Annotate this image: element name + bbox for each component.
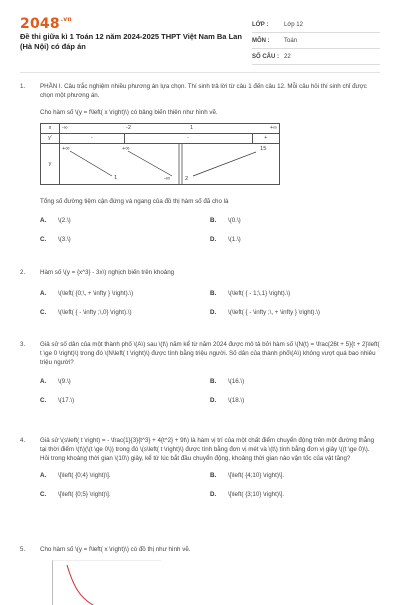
meta-value: 22 xyxy=(284,53,291,60)
question-3 xyxy=(20,340,380,405)
question-text: Giả sử số dân của một thành phố \(A\) sau \(t\) năm kể từ năm 2024 được mô tả bởi hàm số \(N(t) = \frac{26t + 5}{t + 2}\left( t \ge 0 \right)\) trong đó \(N\left( t \right)\) được tính bằng triệu người. Số dân của thành phố\(A\) không vượt quá bao nhiêu triệu người? xyxy=(40,341,380,366)
x-value: +∞ xyxy=(252,124,280,134)
question-number: 5. xyxy=(20,546,26,553)
question-text: Hàm số \(y = {x^3} - 3x\) nghịch biến trên khoảng xyxy=(40,269,175,276)
y-value: 1 xyxy=(114,175,118,181)
meta-key: MÔN : xyxy=(252,37,270,44)
logo-text: 2048 xyxy=(20,16,60,32)
option-d[interactable]: D. \(18.\) xyxy=(210,397,245,404)
meta-key: LỚP : xyxy=(252,21,269,28)
options-grid xyxy=(40,471,380,499)
y-value: 15 xyxy=(260,146,267,152)
option-c[interactable]: C. \[\left( {0;5} \right)\]. xyxy=(40,491,111,498)
option-d[interactable]: D. \[\left( {3;10} \right)\]. xyxy=(210,491,285,498)
option-a[interactable]: A. \(9.\) xyxy=(40,378,71,385)
question-prompt: Tổng số đường tiệm cận đứng và ngang của đồ thị hàm số đã cho là xyxy=(40,198,229,205)
meta-panel xyxy=(252,17,380,65)
y-value: +∞ xyxy=(62,146,70,152)
option-b[interactable]: B. \[\left( {4;10} \right)\]. xyxy=(210,472,285,479)
question-1 xyxy=(20,82,380,244)
yprime-label: y' xyxy=(41,134,60,144)
x-value: -∞ xyxy=(60,124,125,134)
y-label: y xyxy=(41,144,60,185)
y-value: -∞ xyxy=(164,176,171,182)
document-title: Đề thi giữa kì 1 Toán 12 năm 2024-2025 THPT Việt Nam Ba Lan (Hà Nội) có đáp án xyxy=(20,32,242,51)
variation-area xyxy=(60,144,280,185)
option-b[interactable]: B. \(16.\) xyxy=(210,378,245,385)
sign-cell: - xyxy=(124,134,252,144)
variation-arrows xyxy=(60,144,286,184)
y-value: 2 xyxy=(185,176,189,182)
arrow-down-1 xyxy=(70,151,112,176)
sign-cell: + xyxy=(252,134,280,144)
meta-value: Lớp 12 xyxy=(284,21,303,28)
question-number: 2. xyxy=(20,269,26,276)
sign-cell: - xyxy=(60,134,125,144)
meta-row-count xyxy=(252,49,380,65)
x-value: -2 xyxy=(124,124,188,134)
question-number: 1. xyxy=(20,83,26,90)
question-5 xyxy=(20,545,380,554)
option-c[interactable]: C. \(3.\) xyxy=(40,236,71,243)
meta-value: Toán xyxy=(284,37,298,44)
x-label: x xyxy=(41,124,60,134)
options-grid xyxy=(40,289,380,317)
question-text: Cho hàm số \(y = f\left( x \right)\) có bảng biến thiên như hình vẽ. xyxy=(40,109,218,116)
option-b[interactable]: B. \(\left( { - 1;\,1} \right).\) xyxy=(210,290,291,297)
logo-suffix: .vn xyxy=(60,16,72,23)
site-logo[interactable] xyxy=(20,16,72,32)
meta-row-subject xyxy=(252,33,380,49)
question-number: 4. xyxy=(20,437,26,444)
question-text: Cho hàm số \(y = f\left( x \right)\) có đồ thị như hình vẽ. xyxy=(40,546,191,553)
question-text: Giả sử \(s\left( t \right) = - \frac{1}{3}{t^3} + 4{t^2} + 9t\) là hàm vị trí của một chất điểm chuyển động trên một đường thẳng tại thời điểm \(t\)(\(t \ge 0\)) trong đó \(s\left( t \right)\) được tính bằng đơn vị mét và \(t\) tính bằng đơn vị giây \((t \ge 0)\). Hỏi trong khoảng thời gian \(10\) giây, kể từ lúc bắt đầu chuyển động, khoảng thời gian nào vận tốc của vật tăng? xyxy=(40,437,375,462)
question-number: 3. xyxy=(20,341,26,348)
variation-table xyxy=(40,123,280,185)
option-d[interactable]: D. \(1.\) xyxy=(210,236,241,243)
question-2 xyxy=(20,268,380,317)
meta-row-class xyxy=(252,17,380,33)
option-b[interactable]: B. \(0.\) xyxy=(210,217,241,224)
y-value: +∞ xyxy=(122,146,130,152)
x-value: 1 xyxy=(188,124,252,134)
graph-curve xyxy=(53,561,161,605)
option-a[interactable]: A. \[\left( {0;4} \right)\]. xyxy=(40,472,111,479)
question-4 xyxy=(20,436,380,499)
curve-path xyxy=(67,565,93,605)
option-a[interactable]: A. \(\left( {0;\, + \infty } \right).\) xyxy=(40,290,134,297)
option-c[interactable]: C. \(17.\) xyxy=(40,397,75,404)
options-grid xyxy=(40,216,380,244)
meta-key: SỐ CÂU : xyxy=(252,53,279,60)
option-a[interactable]: A. \(2.\) xyxy=(40,217,71,224)
options-grid xyxy=(40,377,380,405)
arrow-down-2 xyxy=(128,151,172,176)
header-divider xyxy=(20,72,380,73)
section-intro: PHẦN I. Câu trắc nghiệm nhiều phương án lựa chọn. Thí sinh trả lời từ câu 1 đến câu 12. Mỗi câu hỏi thí sinh chỉ được chọn một phương án. xyxy=(40,83,367,99)
option-d[interactable]: D. \(\left( { - \infty ;\, + \infty } \right).\) xyxy=(210,309,320,316)
arrow-up xyxy=(193,152,256,176)
option-c[interactable]: C. \(\left( { - \infty ;\,0} \right).\) xyxy=(40,309,132,316)
function-graph xyxy=(52,560,161,605)
